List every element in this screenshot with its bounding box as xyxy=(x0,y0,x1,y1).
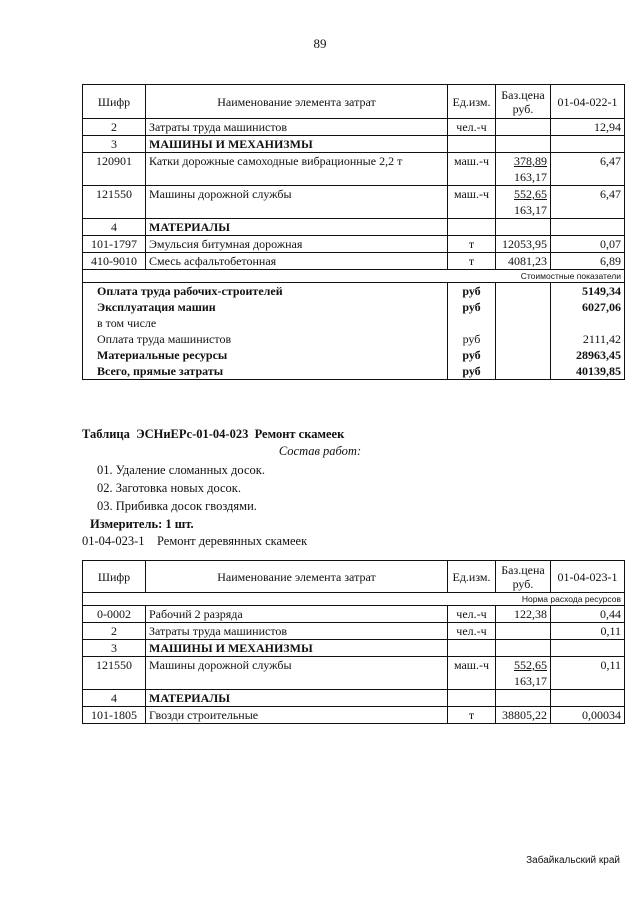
name-cell: Эмульсия битумная дорожная xyxy=(146,236,448,253)
summary-unit: руб xyxy=(448,299,496,315)
price-cell xyxy=(496,219,551,236)
column-header: Шифр xyxy=(83,561,146,593)
summary-row xyxy=(83,283,625,300)
summary-value: 40139,85 xyxy=(551,363,625,380)
summary-row xyxy=(83,363,625,380)
summary-value xyxy=(551,315,625,331)
table-row xyxy=(83,153,625,186)
summary-value: 28963,45 xyxy=(551,347,625,363)
column-header: Шифр xyxy=(83,85,146,119)
code-cell: 121550 xyxy=(83,186,146,219)
value-cell: 0,11 xyxy=(551,657,625,690)
name-cell: Машины дорожной службы xyxy=(146,657,448,690)
table-row xyxy=(83,640,625,657)
unit-cell: маш.-ч xyxy=(448,186,496,219)
name-cell: МАШИНЫ И МЕХАНИЗМЫ xyxy=(146,136,448,153)
summary-empty xyxy=(496,283,551,300)
unit-cell: т xyxy=(448,253,496,270)
base-price: 552,65 xyxy=(514,658,547,672)
code-cell: 410-9010 xyxy=(83,253,146,270)
table-row xyxy=(83,236,625,253)
value-cell: 6,47 xyxy=(551,186,625,219)
composition-title: Состав работ: xyxy=(278,444,362,458)
value-cell xyxy=(551,640,625,657)
price-cell xyxy=(496,690,551,707)
work-item: 03. Прибивка досок гвоздями. xyxy=(97,499,257,513)
work-item: 01. Удаление сломанных досок. xyxy=(97,463,265,477)
name-cell: Машины дорожной службы xyxy=(146,186,448,219)
summary-name: Оплата труда рабочих-строителей xyxy=(83,283,448,300)
page-number: 89 xyxy=(313,36,327,51)
table-row xyxy=(83,186,625,219)
unit-cell xyxy=(448,136,496,153)
summary-name: Оплата труда машинистов xyxy=(83,331,448,347)
table-resource-norms-022 xyxy=(82,84,625,380)
unit-cell: чел.-ч xyxy=(448,623,496,640)
code-cell: 2 xyxy=(83,623,146,640)
table-resource-norms-023 xyxy=(82,560,625,724)
base-price: 38805,22 xyxy=(502,708,547,722)
column-header: Ед.изм. xyxy=(448,561,496,593)
code-cell: 0-0002 xyxy=(83,606,146,623)
summary-row xyxy=(83,347,625,363)
column-header: Баз.цена руб. xyxy=(496,85,551,119)
name-cell: Рабочий 2 разряда xyxy=(146,606,448,623)
code-cell: 3 xyxy=(83,136,146,153)
name-cell: Катки дорожные самоходные вибрационные 2,2 т xyxy=(146,153,448,186)
unit-cell: чел.-ч xyxy=(448,606,496,623)
caption-row xyxy=(83,593,625,606)
summary-value: 6027,06 xyxy=(551,299,625,315)
summary-unit: руб xyxy=(448,331,496,347)
price-cell xyxy=(496,657,551,690)
summary-empty xyxy=(496,363,551,380)
section-title: Таблица ЭСНиЕРс-01-04-023 Ремонт скамеек xyxy=(82,427,345,441)
price-cell xyxy=(496,623,551,640)
work-item: 02. Заготовка новых досок. xyxy=(97,481,242,495)
column-header: Наименование элемента затрат xyxy=(146,561,448,593)
summary-value: 5149,34 xyxy=(551,283,625,300)
machinist-wage-price: 163,17 xyxy=(514,203,547,217)
price-cell xyxy=(496,640,551,657)
table-row xyxy=(83,136,625,153)
value-cell: 0,07 xyxy=(551,236,625,253)
price-cell xyxy=(496,153,551,186)
machinist-wage-price: 163,17 xyxy=(514,674,547,688)
table-row xyxy=(83,623,625,640)
unit-cell: чел.-ч xyxy=(448,119,496,136)
summary-empty xyxy=(496,331,551,347)
code-cell: 121550 xyxy=(83,657,146,690)
code-cell: 4 xyxy=(83,219,146,236)
base-price: 4081,23 xyxy=(508,254,547,268)
summary-row xyxy=(83,299,625,315)
unit-cell xyxy=(448,219,496,236)
value-cell: 6,89 xyxy=(551,253,625,270)
table-row xyxy=(83,253,625,270)
table-row xyxy=(83,690,625,707)
cost-indicators-caption: Стоимостные показатели xyxy=(83,270,625,283)
value-cell: 0,44 xyxy=(551,606,625,623)
column-header: Ед.изм. xyxy=(448,85,496,119)
machinist-wage-price: 163,17 xyxy=(514,170,547,184)
summary-value: 2111,42 xyxy=(551,331,625,347)
footer-region: Забайкальский край xyxy=(526,855,620,866)
name-cell: МАТЕРИАЛЫ xyxy=(146,690,448,707)
code-cell: 4 xyxy=(83,690,146,707)
table-row xyxy=(83,657,625,690)
summary-empty xyxy=(496,315,551,331)
unit-cell: маш.-ч xyxy=(448,657,496,690)
name-cell: Смесь асфальтобетонная xyxy=(146,253,448,270)
value-cell: 0,11 xyxy=(551,623,625,640)
price-cell xyxy=(496,707,551,724)
summary-name: Материальные ресурсы xyxy=(83,347,448,363)
meter-label: Измеритель: 1 шт. xyxy=(90,517,194,531)
base-price: 378,89 xyxy=(514,154,547,168)
price-cell xyxy=(496,186,551,219)
summary-unit: руб xyxy=(448,283,496,300)
summary-unit: руб xyxy=(448,347,496,363)
table-row xyxy=(83,219,625,236)
price-cell xyxy=(496,136,551,153)
column-header: Наименование элемента затрат xyxy=(146,85,448,119)
unit-cell: т xyxy=(448,236,496,253)
unit-cell: маш.-ч xyxy=(448,153,496,186)
code-cell: 120901 xyxy=(83,153,146,186)
name-cell: МАШИНЫ И МЕХАНИЗМЫ xyxy=(146,640,448,657)
unit-cell xyxy=(448,640,496,657)
norm-caption: Норма расхода ресурсов xyxy=(83,593,625,606)
value-cell xyxy=(551,219,625,236)
base-price: 122,38 xyxy=(514,607,547,621)
column-header: Баз.цена руб. xyxy=(496,561,551,593)
code-cell: 2 xyxy=(83,119,146,136)
name-cell: МАТЕРИАЛЫ xyxy=(146,219,448,236)
name-cell: Гвозди строительные xyxy=(146,707,448,724)
price-cell xyxy=(496,119,551,136)
column-header: 01-04-022-1 xyxy=(551,85,625,119)
summary-name: в том числе xyxy=(83,315,448,331)
code-cell: 3 xyxy=(83,640,146,657)
table-row xyxy=(83,606,625,623)
value-cell: 0,00034 xyxy=(551,707,625,724)
summary-row xyxy=(83,331,625,347)
code-cell: 101-1805 xyxy=(83,707,146,724)
summary-empty xyxy=(496,347,551,363)
value-cell xyxy=(551,690,625,707)
code-cell: 101-1797 xyxy=(83,236,146,253)
name-cell: Затраты труда машинистов xyxy=(146,623,448,640)
summary-unit xyxy=(448,315,496,331)
price-cell xyxy=(496,253,551,270)
value-cell: 12,94 xyxy=(551,119,625,136)
base-price: 552,65 xyxy=(514,187,547,201)
table-row xyxy=(83,707,625,724)
unit-cell xyxy=(448,690,496,707)
column-header: 01-04-023-1 xyxy=(551,561,625,593)
base-price: 12053,95 xyxy=(502,237,547,251)
price-cell xyxy=(496,606,551,623)
caption-row xyxy=(83,270,625,283)
item-line: 01-04-023-1 Ремонт деревянных скамеек xyxy=(82,534,308,548)
summary-empty xyxy=(496,299,551,315)
summary-row xyxy=(83,315,625,331)
unit-cell: т xyxy=(448,707,496,724)
summary-name: Эксплуатация машин xyxy=(83,299,448,315)
price-cell xyxy=(496,236,551,253)
table-row xyxy=(83,119,625,136)
summary-unit: руб xyxy=(448,363,496,380)
value-cell: 6,47 xyxy=(551,153,625,186)
summary-name: Всего, прямые затраты xyxy=(83,363,448,380)
name-cell: Затраты труда машинистов xyxy=(146,119,448,136)
value-cell xyxy=(551,136,625,153)
